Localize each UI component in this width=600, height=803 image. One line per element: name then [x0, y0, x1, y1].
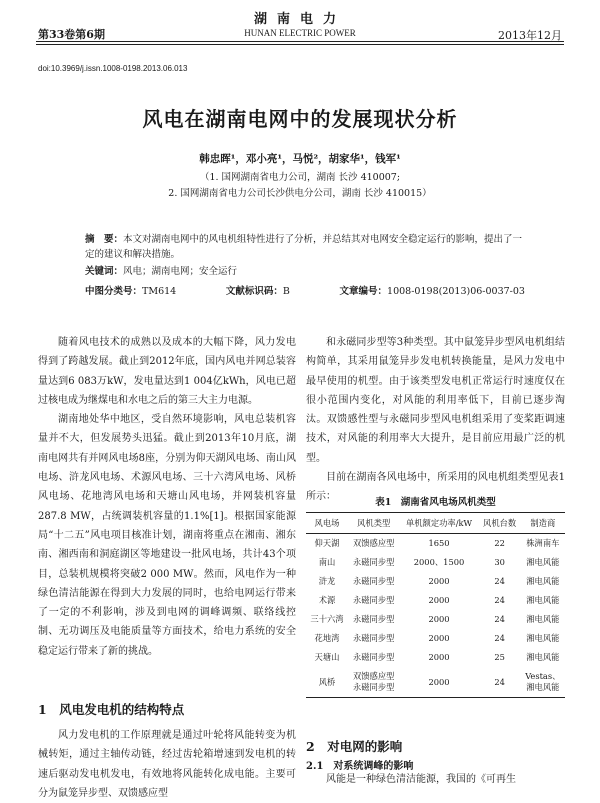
keywords-label: 关键词：	[85, 266, 124, 277]
table-caption: 表1 湖南省风电场风机类型	[375, 497, 496, 508]
doi: doi:10.3969/j.issn.1008-0198.2013.06.013	[38, 64, 188, 73]
table-cell: 天塘山	[314, 652, 340, 662]
table-cell: 双馈感应型	[352, 538, 395, 548]
paragraph: 湖南地处华中地区，受自然环境影响，风电总装机容量并不大，但发展势头迅猛。截止到2013年10月底，湖南电网共有并网风电场8座，分别为仰天湖风电场、南山风电场、浒龙风电场、术源风电场、三十六湾风电场、风桥风电场、花地湾风电场和天塘山风电场，并网装机容量287.8 MW，占统调装机容量的1.1%[1]。根据国家能源局“十二五”风电项目核准计划，湖南将重点在湘南、湘东南、湘西南和洞庭湖区等地建设一批风电场，共计43个项目，总装机规模将突破2 000 MW。然而，风电作为一种绿色清洁能源在得到大力发展的同时，也给电网运行带来了一定的不利影响，涉及到电网的调峰调频、联络线控制、无功调压及电能质量等方面技术，给电力系统的安全稳定运行带来了新的挑战。	[38, 414, 296, 657]
paper-title: 风电在湖南电网中的发展现状分析	[142, 107, 458, 131]
authors: 韩忠晖¹，邓小亮¹，马悦²，胡家华¹，钱军¹	[199, 153, 401, 165]
table-cell: 仰天湖	[314, 538, 340, 548]
section-1-body	[38, 726, 296, 803]
paragraph: 风力发电机的工作原理就是通过叶轮将风能转变为机械转矩，通过主轴传动链，经过齿轮箱增速到发电机的转速后驱动发电机发电，有效地将风能转化成电能。主要可分为鼠笼异步型、双馈感应型	[38, 730, 296, 799]
table-row	[306, 553, 565, 572]
table-cell: 双馈感应型 永磁同步型	[348, 667, 399, 698]
table-cell: 2000	[399, 667, 478, 698]
doc-code-value: B	[282, 286, 290, 297]
keywords	[85, 264, 525, 279]
section-1-title: 1 风电发电机的结构特点	[38, 702, 185, 717]
table-cell: 25	[494, 652, 505, 662]
table-cell: 花地湾	[314, 633, 340, 643]
article-no-value: 1008-0198(2013)06-0037-03	[387, 286, 525, 297]
table-cell: 湘电风能	[526, 652, 560, 662]
table-cell: 24	[494, 633, 505, 643]
keywords-text: 风电；湖南电网；安全运行	[123, 266, 238, 277]
table-cell: 株洲南车	[526, 538, 560, 548]
table-row	[306, 629, 565, 648]
affiliation-2: 2. 国网湖南省电力公司长沙供电分公司，湖南 长沙 410015）	[168, 188, 432, 199]
abstract-text: 本文对湖南电网中的风电机组特性进行了分析，并总结其对电网安全稳定运行的影响，提出了一定的建议和解决措施。	[85, 234, 523, 260]
table-header-cell: 制造商	[521, 513, 565, 534]
table-cell: 湘电风能	[526, 557, 560, 567]
table-cell: 永磁同步型	[352, 595, 395, 605]
clc-value: TM614	[142, 286, 177, 297]
table-cell: 永磁同步型	[352, 557, 395, 567]
subsection-2-1-body	[306, 770, 565, 789]
table-cell: 浒龙	[318, 576, 336, 586]
table-cell: 湘电风能	[526, 614, 560, 624]
subsection-2-1-title: 2.1 对系统调峰的影响	[306, 761, 414, 772]
paragraph: 目前在湖南各风电场中，所采用的风电机组类型见表1所示：	[306, 472, 565, 503]
classification-row	[85, 283, 525, 297]
table-row	[306, 648, 565, 667]
table-cell: 1650	[428, 538, 450, 548]
table-cell: 湘电风能	[526, 633, 560, 643]
table-cell: 2000、1500	[413, 557, 465, 567]
clc-label: 中图分类号：	[85, 286, 143, 297]
table-header-cell: 风电场	[306, 513, 348, 534]
table-row	[306, 610, 565, 629]
article-no-label: 文章编号：	[339, 286, 388, 297]
volume-issue: 第33卷第6期	[38, 28, 105, 41]
table-row	[306, 534, 565, 554]
table-row	[306, 591, 565, 610]
table-cell: 2000	[428, 652, 450, 662]
section-2-title: 2 对电网的影响	[306, 739, 403, 754]
table-cell: 永磁同步型	[352, 652, 395, 662]
left-column	[38, 333, 296, 661]
table-cell: Vestas、 湘电风能	[521, 667, 565, 698]
table-cell: 24	[494, 614, 505, 624]
table-cell: 2000	[428, 595, 450, 605]
table-cell: 2000	[428, 576, 450, 586]
table-row	[306, 572, 565, 591]
table-cell: 24	[479, 667, 521, 698]
table-cell: 2000	[428, 614, 450, 624]
table-cell: 永磁同步型	[352, 576, 395, 586]
table-cell: 24	[494, 576, 505, 586]
table-cell: 2000	[428, 633, 450, 643]
table-cell: 24	[494, 595, 505, 605]
table-cell: 永磁同步型	[352, 633, 395, 643]
table-cell: 永磁同步型	[352, 614, 395, 624]
header-rule-thin	[36, 44, 564, 45]
header-rule	[36, 41, 564, 42]
abstract-label: 摘 要：	[85, 234, 124, 245]
right-column	[306, 333, 565, 507]
table-header-cell: 风机台数	[479, 513, 521, 534]
table-wrapper	[306, 512, 565, 698]
affiliation-1: （1. 国网湖南省电力公司，湖南 长沙 410007;	[199, 172, 401, 183]
table-cell: 湘电风能	[526, 576, 560, 586]
table-cell: 30	[494, 557, 505, 567]
table-cell: 22	[494, 538, 505, 548]
table-cell: 术源	[318, 595, 336, 605]
wind-farm-table	[306, 512, 565, 698]
paragraph: 随着风电技术的成熟以及成本的大幅下降，风力发电得到了跨越发展。截止到2012年底，国内风电并网总装容量达到6 083万kW，发电量达到1 004亿kWh，风电已超过核电成为继煤电和水电之后的第三大主力电源。	[38, 337, 296, 406]
issue-date: 2013年12月	[498, 29, 562, 42]
table-row	[306, 667, 565, 698]
table-header-cell: 风机类型	[348, 513, 399, 534]
table-cell: 湘电风能	[526, 595, 560, 605]
table-cell: 南山	[318, 557, 336, 567]
table-header-row	[306, 513, 565, 534]
table-cell: 三十六湾	[310, 614, 344, 624]
paragraph: 和永磁同步型等3种类型。其中鼠笼异步型风电机组结构简单，其采用鼠笼异步发电机转换能量，是风力发电中最早使用的机型。由于该类型发电机正常运行时速度仅在很小范围内变化，对风能的利用率低下，目前已逐步淘汰。双馈感性型与永磁同步型风电机组采用了变桨距调速技术，对风能的利用率大大提升，是目前应用最广泛的机型。	[306, 337, 565, 464]
abstract	[85, 232, 525, 262]
doc-code-label: 文献标识码：	[225, 286, 283, 297]
table-header-cell: 单机额定功率/kW	[399, 513, 478, 534]
journal-name-en: HUNAN ELECTRIC POWER	[244, 28, 356, 38]
table-cell: 风桥	[306, 667, 348, 698]
paragraph: 风能是一种绿色清洁能源，我国的《可再生	[326, 774, 516, 785]
journal-name-cn: 湖南电力	[253, 12, 346, 27]
